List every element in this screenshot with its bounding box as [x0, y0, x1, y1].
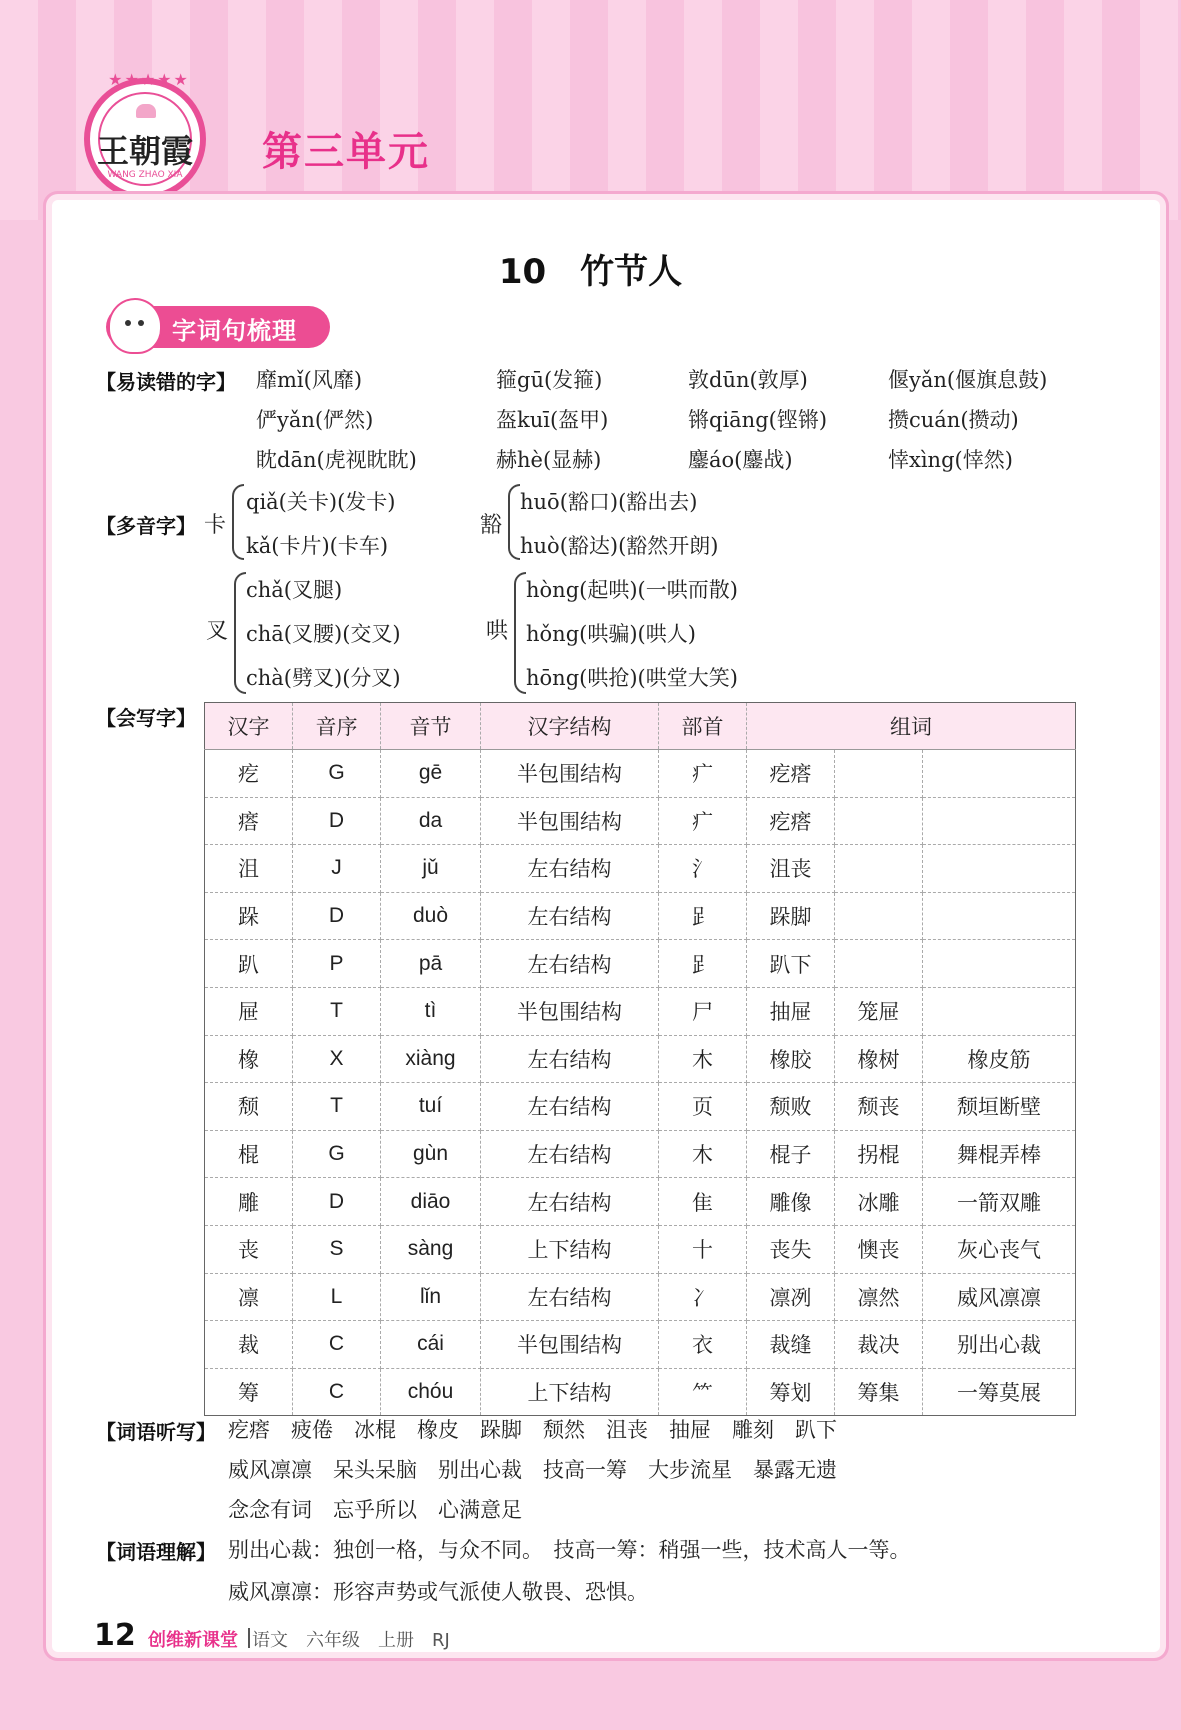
table-cell: T [293, 1083, 381, 1131]
polyphone-reading: qiǎ(关卡)(发卡) [246, 490, 396, 514]
misread-item: 敦dūn(敦厚) [688, 368, 808, 392]
table-row [205, 1321, 1076, 1369]
misread-item: 箍gū(发箍) [496, 368, 603, 392]
table-cell: tì [381, 987, 481, 1035]
table-cell: 𧾷 [659, 892, 747, 940]
table-cell: X [293, 1035, 381, 1083]
table-cell: 隹 [659, 1178, 747, 1226]
table-cell [835, 845, 923, 893]
table-cell: 疙 [205, 750, 293, 798]
table-cell: xiàng [381, 1035, 481, 1083]
table-cell: diāo [381, 1178, 481, 1226]
table-cell: 半包围结构 [481, 987, 659, 1035]
table-cell: 屉 [205, 987, 293, 1035]
table-cell: 尸 [659, 987, 747, 1035]
table-cell [923, 797, 1076, 845]
table-cell: D [293, 1178, 381, 1226]
table-cell: ⺮ [659, 1368, 747, 1416]
understanding-line: 别出心裁：独创一格，与众不同。 技高一筹：稍强一些，技术高人一等。 [228, 1538, 911, 1562]
table-cell: 沮丧 [747, 845, 835, 893]
polyphone-char: 豁 [480, 513, 503, 538]
table-cell: 衣 [659, 1321, 747, 1369]
table-cell: 颓丧 [835, 1083, 923, 1131]
brace [508, 484, 520, 560]
table-cell: 趴下 [747, 940, 835, 988]
table-cell: 笼屉 [835, 987, 923, 1035]
table-cell: 冫 [659, 1273, 747, 1321]
table-cell: 筹 [205, 1368, 293, 1416]
table-cell: 上下结构 [481, 1225, 659, 1273]
writing-table [204, 702, 1076, 1416]
unit-title: 第三单元 [262, 129, 430, 175]
table-cell: C [293, 1368, 381, 1416]
misread-item: 俨yǎn(俨然) [256, 408, 374, 432]
polyphone-reading: kǎ(卡片)(卡车) [246, 534, 389, 558]
table-cell: 橡树 [835, 1035, 923, 1083]
table-cell: 筹划 [747, 1368, 835, 1416]
table-cell: 棍 [205, 1130, 293, 1178]
table-cell: tuí [381, 1083, 481, 1131]
table-cell [835, 750, 923, 798]
table-cell: 懊丧 [835, 1225, 923, 1273]
header-cell: 汉字 [205, 703, 293, 750]
table-cell: 凛冽 [747, 1273, 835, 1321]
table-cell: 抽屉 [747, 987, 835, 1035]
brace [234, 572, 246, 694]
table-cell: 𧾷 [659, 940, 747, 988]
misread-item: 锵qiāng(铿锵) [688, 408, 828, 432]
header-cell: 音序 [293, 703, 381, 750]
table-cell: 颓垣断壁 [923, 1083, 1076, 1131]
table-cell: 疒 [659, 750, 747, 798]
table-cell: 木 [659, 1130, 747, 1178]
table-cell: 左右结构 [481, 845, 659, 893]
brace [232, 484, 244, 560]
table-cell: 半包围结构 [481, 1321, 659, 1369]
table-row [205, 1273, 1076, 1321]
table-cell: G [293, 1130, 381, 1178]
table-cell: 左右结构 [481, 940, 659, 988]
table-cell [835, 892, 923, 940]
dictation-line: 念念有词 忘乎所以 心满意足 [228, 1498, 522, 1522]
table-cell [923, 750, 1076, 798]
logo-subtitle: WANG ZHAO XIA [107, 170, 183, 180]
table-cell: gùn [381, 1130, 481, 1178]
polyphone-reading: chā(叉腰)(交叉) [246, 622, 401, 646]
header-cell: 组词 [747, 703, 1076, 750]
table-cell: 半包围结构 [481, 750, 659, 798]
polyphone-char: 哄 [486, 619, 509, 644]
table-cell: 页 [659, 1083, 747, 1131]
misread-item: 悻xìng(悻然) [888, 448, 1013, 472]
table-cell: 橡皮筋 [923, 1035, 1076, 1083]
table-row [205, 892, 1076, 940]
polyphone-char: 叉 [206, 619, 229, 644]
table-cell: pā [381, 940, 481, 988]
header-cell: 部首 [659, 703, 747, 750]
table-cell [835, 797, 923, 845]
misread-item: 靡mǐ(风靡) [256, 368, 363, 392]
table-cell: 趴 [205, 940, 293, 988]
table-cell: 威风凛凛 [923, 1273, 1076, 1321]
table-row [205, 845, 1076, 893]
table-cell: gē [381, 750, 481, 798]
table-row [205, 1130, 1076, 1178]
table-cell: chóu [381, 1368, 481, 1416]
table-cell [835, 940, 923, 988]
table-cell: 沮 [205, 845, 293, 893]
table-cell: 左右结构 [481, 1035, 659, 1083]
page-number: 12 [94, 1618, 136, 1653]
table-cell: 裁缝 [747, 1321, 835, 1369]
crown-icon [136, 104, 156, 118]
polyphone-reading: huò(豁达)(豁然开朗) [520, 534, 719, 558]
table-cell: 凛 [205, 1273, 293, 1321]
table-cell: 棍子 [747, 1130, 835, 1178]
table-cell: 丧 [205, 1225, 293, 1273]
logo-name: 王朝霞 [96, 132, 193, 170]
table-cell: 灰心丧气 [923, 1225, 1076, 1273]
brace [514, 572, 526, 694]
table-header-row [205, 703, 1076, 750]
footer-book-info: 语文 六年级 上册 RJ [252, 1630, 450, 1651]
table-cell: D [293, 797, 381, 845]
table-cell: da [381, 797, 481, 845]
table-cell: 半包围结构 [481, 797, 659, 845]
dictation-label: 【词语听写】 [96, 1420, 216, 1444]
table-cell: 裁 [205, 1321, 293, 1369]
table-cell: 丧失 [747, 1225, 835, 1273]
table-cell [923, 987, 1076, 1035]
easy-misread-label: 【易读错的字】 [96, 370, 236, 394]
misread-item: 偃yǎn(偃旗息鼓) [888, 368, 1048, 392]
table-cell: 左右结构 [481, 1083, 659, 1131]
table-cell: 疒 [659, 797, 747, 845]
polyphone-reading: huō(豁口)(豁出去) [520, 490, 698, 514]
polyphone-reading: hòng(起哄)(一哄而散) [526, 578, 738, 602]
mascot-icon [108, 298, 162, 354]
misread-item: 攒cuán(攒动) [888, 408, 1019, 432]
section-label: 字词句梳理 [172, 317, 297, 345]
table-cell: cái [381, 1321, 481, 1369]
table-cell: 跺脚 [747, 892, 835, 940]
table-cell: 舞棍弄棒 [923, 1130, 1076, 1178]
table-cell: S [293, 1225, 381, 1273]
table-row [205, 1368, 1076, 1416]
misread-item: 鏖áo(鏖战) [688, 448, 793, 472]
table-row [205, 1035, 1076, 1083]
table-cell: 橡胶 [747, 1035, 835, 1083]
table-cell: 拐棍 [835, 1130, 923, 1178]
writing-label: 【会写字】 [96, 706, 196, 730]
table-cell: 别出心裁 [923, 1321, 1076, 1369]
table-cell: 瘩 [205, 797, 293, 845]
table-body [205, 750, 1076, 1416]
table-cell: 左右结构 [481, 892, 659, 940]
table-cell: 左右结构 [481, 1273, 659, 1321]
polyphone-reading: chà(劈叉)(分叉) [246, 666, 401, 690]
table-cell: sàng [381, 1225, 481, 1273]
misread-item: 盔kuī(盔甲) [496, 408, 609, 432]
table-cell [923, 940, 1076, 988]
stars-icon: ★★★★★ [108, 70, 190, 89]
table-row [205, 1225, 1076, 1273]
table-cell: duò [381, 892, 481, 940]
polyphone-reading: chǎ(叉腿) [246, 578, 343, 602]
understanding-line: 威风凛凛：形容声势或气派使人敬畏、恐惧。 [228, 1580, 648, 1604]
table-cell: G [293, 750, 381, 798]
table-row [205, 1178, 1076, 1226]
table-cell: P [293, 940, 381, 988]
table-cell: 木 [659, 1035, 747, 1083]
polyphone-label: 【多音字】 [96, 514, 196, 538]
misread-item: 赫hè(显赫) [496, 448, 602, 472]
table-cell: 雕像 [747, 1178, 835, 1226]
table-cell: T [293, 987, 381, 1035]
table-cell: L [293, 1273, 381, 1321]
table-cell: 一箭双雕 [923, 1178, 1076, 1226]
table-cell: 雕 [205, 1178, 293, 1226]
table-cell: 氵 [659, 845, 747, 893]
table-row [205, 940, 1076, 988]
dictation-line: 威风凛凛 呆头呆脑 别出心裁 技高一筹 大步流星 暴露无遗 [228, 1458, 837, 1482]
table-cell: lǐn [381, 1273, 481, 1321]
table-cell: 左右结构 [481, 1178, 659, 1226]
header-cell: 汉字结构 [481, 703, 659, 750]
table-cell: 疙瘩 [747, 797, 835, 845]
table-row [205, 987, 1076, 1035]
table-cell: 裁决 [835, 1321, 923, 1369]
table-row [205, 797, 1076, 845]
understanding-label: 【词语理解】 [96, 1540, 216, 1564]
lesson-title: 10 竹节人 [498, 252, 683, 292]
table-cell [923, 892, 1076, 940]
table-cell: 疙瘩 [747, 750, 835, 798]
table-cell: 筹集 [835, 1368, 923, 1416]
table-cell: D [293, 892, 381, 940]
polyphone-reading: hǒng(哄骗)(哄人) [526, 622, 696, 646]
table-row [205, 1083, 1076, 1131]
misread-item: 眈dān(虎视眈眈) [256, 448, 417, 472]
table-cell: 橡 [205, 1035, 293, 1083]
table-cell: jǔ [381, 845, 481, 893]
table-cell: 冰雕 [835, 1178, 923, 1226]
header-cell: 音节 [381, 703, 481, 750]
dictation-line: 疙瘩 疲倦 冰棍 橡皮 跺脚 颓然 沮丧 抽屉 雕刻 趴下 [228, 1418, 837, 1442]
table-cell: 十 [659, 1225, 747, 1273]
table-row [205, 750, 1076, 798]
table-cell: 凛然 [835, 1273, 923, 1321]
polyphone-char: 卡 [204, 513, 227, 538]
footer-divider [248, 1628, 250, 1648]
table-cell: 颓 [205, 1083, 293, 1131]
footer-brand: 创维新课堂 [148, 1630, 238, 1651]
polyphone-reading: hōng(哄抢)(哄堂大笑) [526, 666, 738, 690]
table-cell: 颓败 [747, 1083, 835, 1131]
table-cell: 跺 [205, 892, 293, 940]
table-cell: C [293, 1321, 381, 1369]
table-cell [923, 845, 1076, 893]
brand-logo [84, 70, 206, 200]
table-cell: 上下结构 [481, 1368, 659, 1416]
table-cell: 左右结构 [481, 1130, 659, 1178]
table-cell: 一筹莫展 [923, 1368, 1076, 1416]
table-cell: J [293, 845, 381, 893]
